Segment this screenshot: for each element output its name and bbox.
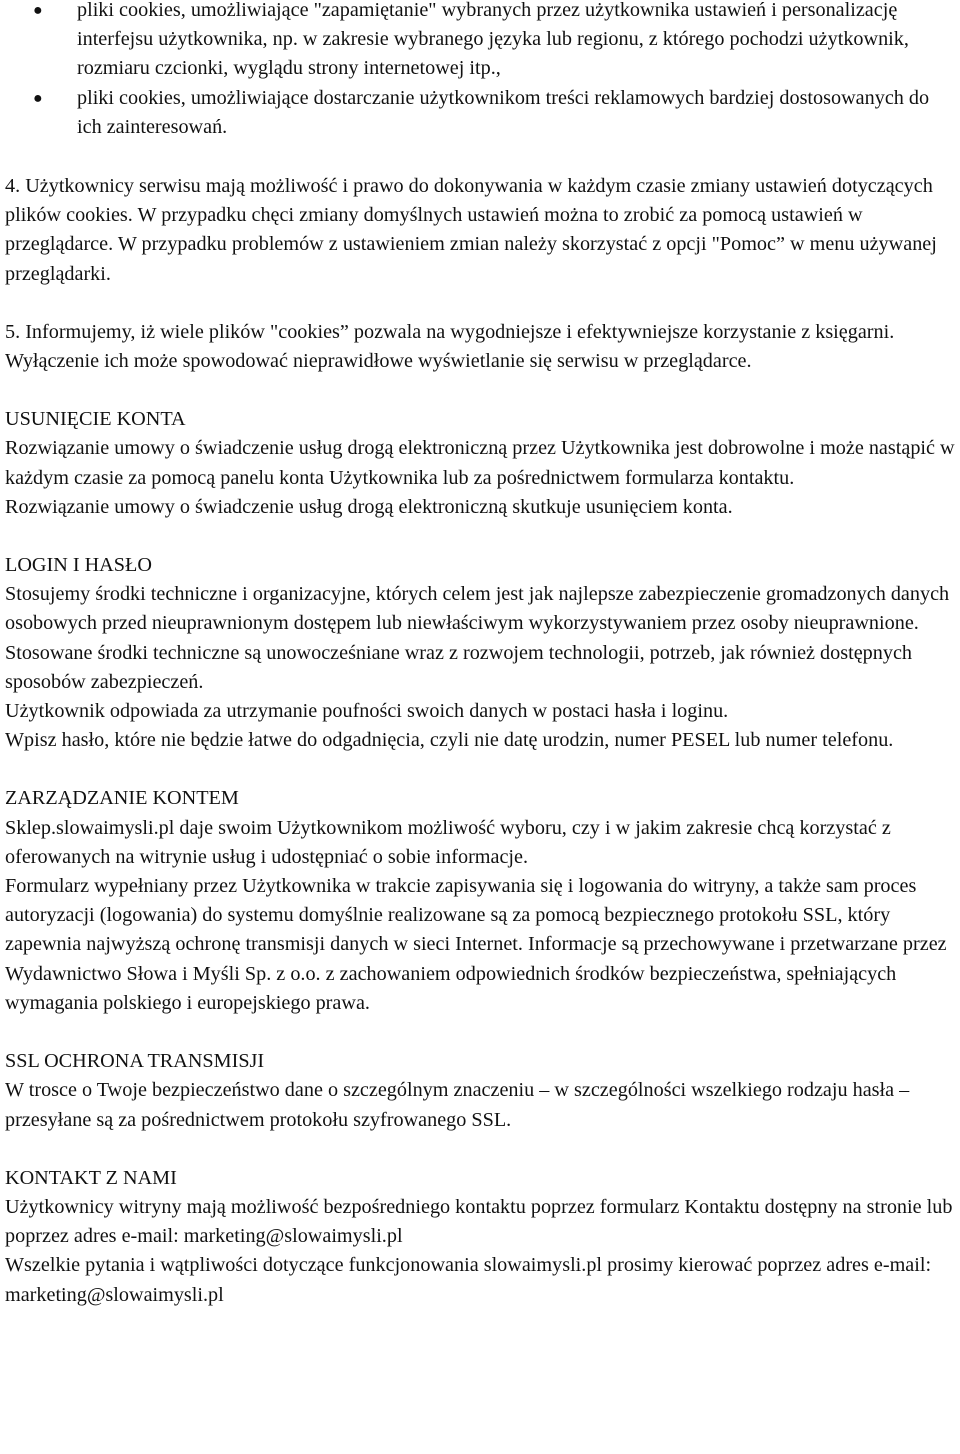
- bullet-icon: ●: [33, 2, 43, 19]
- bullet-icon: ●: [33, 89, 43, 107]
- heading-kontakt-z-nami: KONTAKT Z NAMI: [5, 1166, 177, 1189]
- paragraph: W trosce o Twoje bezpieczeństwo dane o szczególnym znaczeniu – w szczególności wszelkiego rodzaju hasła – przesyłane są za pośrednictwem protokołu szyfrowanego SSL.: [5, 1079, 910, 1131]
- list-item-text: pliki cookies, umożliwiające "zapamiętanie" wybranych przez użytkownika ustawień i personalizację interfejsu użytkownika, np. w zakresie wybranego języka lub regionu, z którego pochodzi użytkownik, rozmiaru czcionki, wyglądu strony internetowej itp.,: [77, 0, 909, 80]
- paragraph: Rozwiązanie umowy o świadczenie usług drogą elektroniczną skutkuje usunięciem konta.: [5, 495, 733, 518]
- paragraph: Użytkownik odpowiada za utrzymanie poufności swoich danych w postaci hasła i loginu.: [5, 700, 729, 723]
- paragraph-point-5: 5. Informujemy, iż wiele plików "cookies” pozwala na wygodniejsze i efektywniejsze korzystanie z księgarni. Wyłączenie ich może spowodować nieprawidłowe wyświetlanie się serwisu w przeglądarce.: [5, 320, 895, 373]
- cookie-types-list: [5, 0, 955, 142]
- heading-login-i-haslo: LOGIN I HASŁO: [5, 554, 152, 577]
- paragraph: Wpisz hasło, które nie będzie łatwe do odgadnięcia, czyli nie datę urodzin, numer PESEL lub numer telefonu.: [5, 729, 894, 752]
- list-item: [5, 84, 955, 142]
- list-item: [5, 0, 955, 84]
- heading-zarzadzanie-kontem: ZARZĄDZANIE KONTEM: [5, 787, 239, 810]
- paragraph-point-4: 4. Użytkownicy serwisu mają możliwość i prawo do dokonywania w każdym czasie zmiany ustawień dotyczących plików cookies. W przypadku chęci zmiany domyślnych ustawień można to zrobić za pomocą ustawień w przeglądarce. W przypadku problemów z ustawieniem zmian należy skorzystać z opcji "Pomoc” w menu używanej przeglądarki.: [5, 175, 937, 285]
- paragraph: Formularz wypełniany przez Użytkownika w trakcie zapisywania się i logowania do witryny, a także sam proces autoryzacji (logowania) do systemu domyślnie realizowane są za pomocą bezpiecznego protokołu SSL, który zapewnia najwyższą ochronę transmisji danych w sieci Internet. Informacje są przechowywane i przetwarzane przez Wydawnictwo Słowa i Myśli Sp. z o.o. z zachowaniem odpowiednich środków bezpieczeństwa, spełniających wymagania polskiego i europejskiego prawa.: [5, 875, 947, 1014]
- paragraph: Rozwiązanie umowy o świadczenie usług drogą elektroniczną przez Użytkownika jest dobrowolne i może nastąpić w każdym czasie za pomocą panelu konta Użytkownika lub za pośrednictwem formularza kontaktu.: [5, 437, 955, 489]
- paragraph: Wszelkie pytania i wątpliwości dotyczące funkcjonowania slowaimysli.pl prosimy kierować poprzez adres e-mail: marketing@slowaimysli.pl: [5, 1254, 932, 1306]
- paragraph: Stosujemy środki techniczne i organizacyjne, których celem jest jak najlepsze zabezpieczenie gromadzonych danych osobowych przed nieuprawnionym dostępem lub niewłaściwym wykorzystywaniem przez osoby nieuprawnione. Stosowane środki techniczne są unowocześniane wraz z rozwojem technologii, potrzeb, jak również dostępnych sposobów zabezpieczeń.: [5, 583, 950, 693]
- heading-ssl-ochrona-transmisji: SSL OCHRONA TRANSMISJI: [5, 1050, 265, 1073]
- paragraph: Użytkownicy witryny mają możliwość bezpośredniego kontaktu poprzez formularz Kontaktu dostępny na stronie lub poprzez adres e-mail: marketing@slowaimysli.pl: [5, 1195, 953, 1248]
- paragraph: Sklep.slowaimysli.pl daje swoim Użytkownikom możliwość wyboru, czy i w jakim zakresie chcą korzystać z oferowanych na witrynie usług i udostępniać o sobie informacje.: [5, 816, 891, 868]
- document-page: [5, 0, 955, 1310]
- heading-usuniecie-konta: USUNIĘCIE KONTA: [5, 408, 186, 431]
- list-item-text: pliki cookies, umożliwiające dostarczanie użytkownikom treści reklamowych bardziej dostosowanych do ich zainteresowań.: [77, 86, 930, 138]
